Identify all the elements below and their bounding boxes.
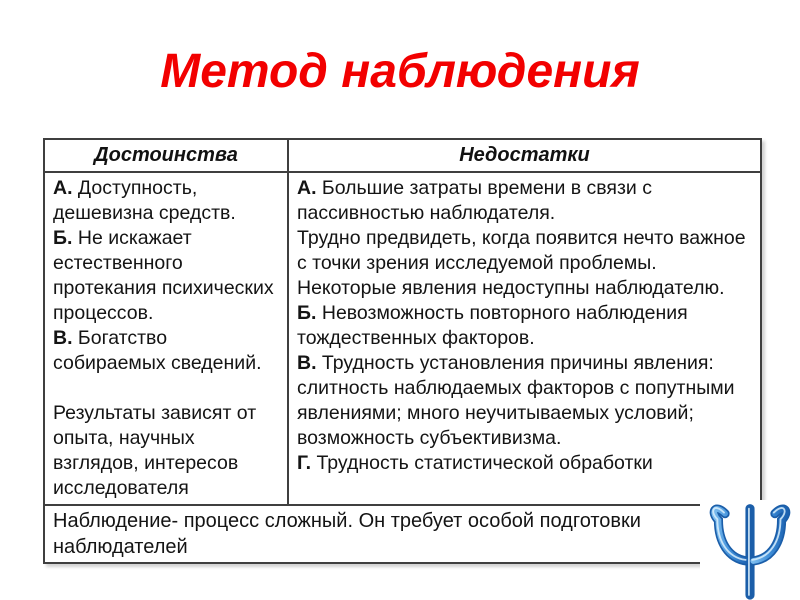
advantages-list [53,176,281,501]
item-text: Не искажает естественного протекания психических процессов. [53,227,274,324]
psi-logo [700,500,800,600]
table-body-row [44,172,761,505]
advantages-cell [44,172,288,505]
item-letter: Б. [297,302,322,324]
item-letter: Г. [297,452,317,474]
list-item [297,276,750,301]
advantages-header: Достоинства [44,139,288,172]
item-text: Результаты зависят от опыта, научных взглядов, интересов исследователя [53,402,257,499]
item-text: Доступность, дешевизна средств. [53,177,236,224]
item-letter: А. [53,177,78,199]
item-letter: В. [297,352,322,374]
list-item [297,226,750,276]
table-header-row [44,139,761,172]
item-letter: В. [53,327,78,349]
table-footer-row [44,505,761,563]
item-text: Трудность установления причины явления: слитность наблюдаемых факторов с попутными явлениями; много неучитываемых условий; возможность субъективизма. [297,352,735,449]
item-text: Трудно предвидеть, когда появится нечто важное с точки зрения исследуемой проблемы. [297,227,746,274]
list-item [53,226,281,326]
disadvantages-cell [288,172,761,505]
list-item [297,351,750,451]
table-footer-note: Наблюдение- процесс сложный. Он требует особой подготовки наблюдателей [44,505,761,563]
list-item [53,401,281,501]
list-item [297,451,750,476]
list-item [297,176,750,226]
psi-icon [708,502,792,600]
slide-title: Метод наблюдения [160,45,640,98]
item-text: Некоторые явления недоступны наблюдателю. [297,277,725,299]
list-item [53,326,281,376]
list-item [53,176,281,226]
item-letter: А. [297,177,322,199]
item-text: Богатство собираемых сведений. [53,327,262,374]
item-letter: Б. [53,227,78,249]
item-text: Невозможность повторного наблюдения тождественных факторов. [297,302,688,349]
item-text: Большие затраты времени в связи с пассивностью наблюдателя. [297,177,652,224]
list-item [297,301,750,351]
disadvantages-list [297,176,750,476]
item-text: Трудность статистической обработки [316,452,653,474]
comparison-table [43,138,762,564]
disadvantages-header: Недостатки [288,139,761,172]
list-item [53,376,281,401]
